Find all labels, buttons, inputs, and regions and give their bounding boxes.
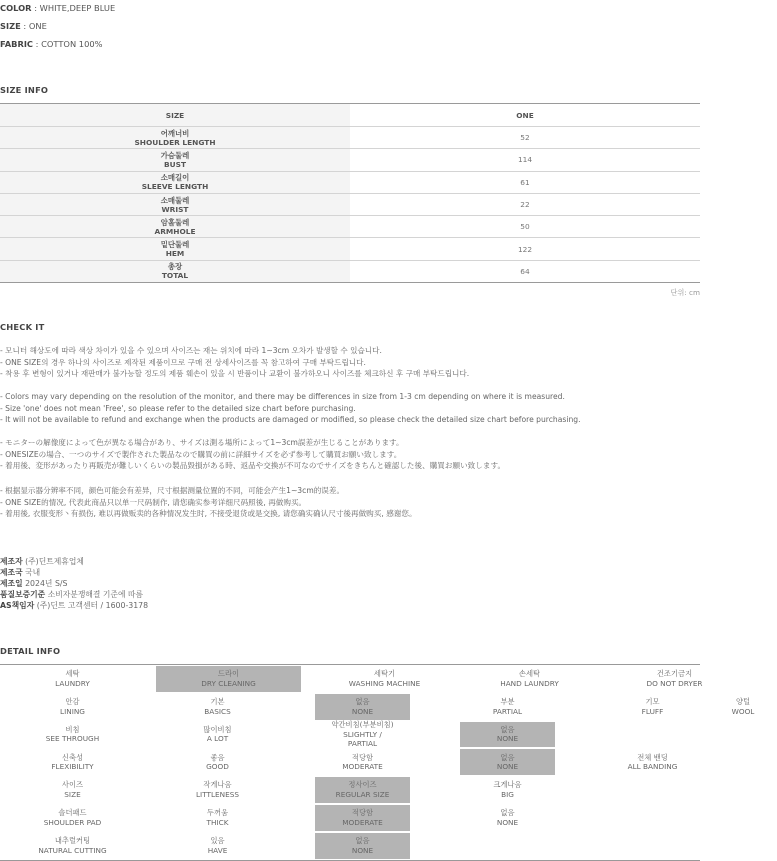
detail-option-selected bbox=[315, 805, 410, 831]
detail-label-kr: 안감 bbox=[65, 697, 80, 707]
detail-option-selected bbox=[315, 833, 410, 859]
notes-ja: - モニターの解像度によって色が異なる場合があり、サイズは測る場所によって1~3cm誤差が生じることがあります。 - ONESIZEの場合、一つのサイズで製作された製品なので購買の前に詳細サイズを必ず参考して購買お願い致します。 - 着用後、変形があったり再販売が難しいくらいの製品毀損がある時、返品や交換が不可なのでサイズをきちんと確認した後、購買お願い致します。 bbox=[0, 438, 506, 471]
table-row bbox=[0, 665, 703, 693]
unit-note: 단위: cm bbox=[670, 288, 700, 297]
detail-label-kr: 있음 bbox=[210, 836, 225, 846]
detail-label-en: FLUFF bbox=[641, 706, 664, 716]
size-header-value: ONE bbox=[350, 104, 700, 127]
maker-row: 제조국 국내 bbox=[0, 568, 41, 577]
detail-label-kr: 양털 bbox=[735, 697, 751, 707]
detail-option bbox=[580, 748, 725, 776]
detail-option bbox=[145, 721, 290, 749]
detail-label-kr: 없음 bbox=[500, 724, 515, 734]
detail-label-en: SIZE bbox=[64, 790, 81, 800]
detail-label-kr: 없음 bbox=[355, 697, 370, 707]
detail-label-en: NONE bbox=[351, 845, 374, 855]
table-row bbox=[0, 693, 755, 721]
table-row: 밑단둘레 HEM 122 bbox=[0, 238, 700, 260]
detail-label-en: BIG bbox=[501, 790, 514, 800]
detail-label-en: SEE THROUGH bbox=[45, 734, 100, 744]
detail-option-selected bbox=[460, 722, 555, 748]
detail-option bbox=[725, 693, 755, 721]
detail-option bbox=[580, 721, 725, 749]
detail-label-kr: 부분 bbox=[500, 697, 515, 707]
detail-label-en: FLEXIBILITY bbox=[51, 762, 94, 772]
detail-label-kr: 많이비침 bbox=[203, 724, 232, 734]
detail-option bbox=[435, 832, 580, 860]
detail-label-kr: 약간비침(부분비침) bbox=[331, 720, 394, 730]
detail-option bbox=[145, 693, 290, 721]
attr-fabric: FABRIC : COTTON 100% bbox=[0, 39, 103, 49]
detail-label-kr: 전체 밴딩 bbox=[637, 752, 668, 762]
detail-option bbox=[290, 721, 435, 749]
detail-option bbox=[435, 693, 580, 721]
detail-label-en: HAVE bbox=[207, 845, 228, 855]
detail-label-en: LINING bbox=[60, 706, 85, 716]
detail-label-en: DRY CLEANING bbox=[201, 678, 256, 688]
detail-option-selected bbox=[315, 777, 410, 803]
check-it-title: CHECK IT bbox=[0, 322, 45, 332]
detail-label-en: NATURAL CUTTING bbox=[38, 845, 107, 855]
detail-category bbox=[0, 748, 145, 776]
detail-label-en: SLIGHTLY / bbox=[343, 729, 382, 739]
detail-label-kr: 내추럴커팅 bbox=[54, 836, 91, 846]
detail-category bbox=[0, 804, 145, 832]
detail-label-kr: 건조기금지 bbox=[656, 669, 693, 679]
detail-option bbox=[435, 776, 580, 804]
attr-size: SIZE : ONE bbox=[0, 21, 47, 31]
detail-option bbox=[457, 665, 602, 693]
detail-label-en: MODERATE bbox=[342, 817, 383, 827]
detail-label-kr: 없음 bbox=[500, 808, 515, 818]
attr-color: COLOR : WHITE,DEEP BLUE bbox=[0, 3, 116, 13]
detail-label-en: THICK bbox=[206, 817, 229, 827]
detail-option bbox=[725, 776, 755, 804]
detail-label-kr: 두꺼움 bbox=[206, 808, 229, 818]
maker-row: 품질보증기준 소비자분쟁해결 기준에 따름 bbox=[0, 590, 144, 599]
detail-option bbox=[580, 693, 725, 721]
table-row bbox=[0, 832, 700, 860]
detail-label-en: LAUNDRY bbox=[55, 678, 90, 688]
maker-info bbox=[0, 556, 148, 611]
table-row: 소매둘레 WRIST 22 bbox=[0, 193, 700, 215]
detail-option bbox=[747, 665, 777, 693]
detail-option bbox=[725, 748, 755, 776]
detail-label-en: MODERATE bbox=[342, 762, 383, 772]
detail-label-en: SHOULDER PAD bbox=[43, 817, 102, 827]
notes-zh: - 根据显示器分辨率不同，颜色可能会有差异，尺寸根据测量位置的不同，可能会产生1~3cm的误差。 - ONE SIZE的情况, 代表此商品只以单一尺码制作, 请您确实参考详细尺码照後, 再做购买。 - 着用後, 衣服变形丶有损伤, 难以再做贩卖的各种情况发生时, 不接受退货或是交换, 请您确实确认尺寸後再做购买, 感谢您。 bbox=[0, 486, 417, 519]
notes-ko: - 모니터 해상도에 따라 색상 차이가 있을 수 있으며 사이즈는 재는 위치에 따라 1~3cm 오차가 발생할 수 있습니다. - ONE SIZE의 경우 하나의 사이즈로 제작된 제품이므로 구매 전 상세사이즈를 꼭 참고하여 구매 부탁드립니다. - 착용 후 변형이 있거나 재판매가 불가능할 정도의 제품 훼손이 있을 시 반품이나 교환이 불가하오니 사이즈를 체크하신 후 구매 부탁드립니다. bbox=[0, 346, 470, 379]
detail-option bbox=[145, 776, 290, 804]
detail-category bbox=[0, 693, 145, 721]
detail-label-en: GOOD bbox=[206, 762, 229, 772]
detail-label-en: WASHING MACHINE bbox=[348, 678, 421, 688]
detail-label-kr: 적당함 bbox=[351, 752, 374, 762]
detail-option-selected bbox=[315, 694, 410, 720]
table-row: 소매길이 SLEEVE LENGTH 61 bbox=[0, 171, 700, 193]
detail-option bbox=[725, 804, 755, 832]
size-table bbox=[0, 103, 700, 283]
notes-en: - Colors may vary depending on the resolution of the monitor, and there may be differences in size from 1-3 cm depending on where it is measured. - Size 'one' does not mean 'Free', so please refer to the detailed size chart before purchasing. - It will not be available to refund and exchange when the products are damaged or modified, so please check the detailed size chart before purchasing. bbox=[0, 392, 581, 425]
detail-option bbox=[725, 721, 755, 749]
table-row bbox=[0, 748, 700, 776]
size-info-title: SIZE INFO bbox=[0, 85, 49, 95]
detail-label-kr: 신축성 bbox=[61, 752, 84, 762]
detail-option-selected bbox=[156, 666, 301, 692]
detail-label-en: NONE bbox=[496, 817, 519, 827]
detail-label-en: PARTIAL bbox=[347, 739, 378, 749]
detail-option bbox=[580, 776, 725, 804]
detail-label-en: ALL BANDING bbox=[627, 762, 678, 772]
table-row bbox=[0, 776, 700, 804]
detail-label-en: NONE bbox=[496, 762, 519, 772]
size-header-label: SIZE bbox=[0, 104, 350, 127]
detail-option bbox=[145, 748, 290, 776]
detail-label-kr: 숄더패드 bbox=[58, 808, 87, 818]
detail-label-kr: 적당함 bbox=[351, 808, 374, 818]
detail-option-selected bbox=[460, 749, 555, 775]
detail-label-kr: 없음 bbox=[355, 836, 370, 846]
detail-label-en: NONE bbox=[351, 706, 374, 716]
detail-option bbox=[145, 832, 290, 860]
table-row: 가슴둘레 BUST 114 bbox=[0, 149, 700, 171]
detail-option bbox=[435, 804, 580, 832]
detail-label-en: A LOT bbox=[206, 734, 229, 744]
detail-label-kr: 사이즈 bbox=[61, 780, 84, 790]
detail-label-kr: 정사이즈 bbox=[348, 780, 377, 790]
detail-label-kr: 세탁기 bbox=[373, 669, 396, 679]
detail-label-en: DO NOT DRYER bbox=[646, 678, 703, 688]
table-row: 어깨너비 SHOULDER LENGTH 52 bbox=[0, 127, 700, 149]
detail-category bbox=[0, 721, 145, 749]
detail-option bbox=[290, 748, 435, 776]
detail-option bbox=[580, 804, 725, 832]
detail-label-en: PARTIAL bbox=[492, 706, 523, 716]
table-row bbox=[0, 721, 700, 749]
detail-label-kr: 좋음 bbox=[210, 752, 225, 762]
detail-label-kr: 드라이 bbox=[217, 669, 240, 679]
maker-row: 제조자 (주)딘트제휴업체 bbox=[0, 557, 84, 566]
detail-category bbox=[0, 665, 145, 693]
table-row bbox=[0, 804, 700, 832]
detail-label-kr: 크게나옴 bbox=[493, 780, 522, 790]
detail-label-kr: 작게나옴 bbox=[203, 780, 232, 790]
table-row: 총장 TOTAL 64 bbox=[0, 260, 700, 282]
table-row: 암홀둘레 ARMHOLE 50 bbox=[0, 216, 700, 238]
detail-label-kr: 비침 bbox=[65, 724, 80, 734]
detail-option bbox=[602, 665, 747, 693]
detail-label-en: WOOL bbox=[731, 706, 755, 716]
detail-label-en: NONE bbox=[496, 734, 519, 744]
detail-option bbox=[580, 832, 725, 860]
detail-option bbox=[725, 832, 755, 860]
detail-label-kr: 손세탁 bbox=[518, 669, 541, 679]
detail-category bbox=[0, 832, 145, 860]
detail-option bbox=[145, 804, 290, 832]
detail-label-kr: 기모 bbox=[645, 697, 660, 707]
maker-row: AS책임자 (주)딘트 고객센터 / 1600-3178 bbox=[0, 601, 149, 610]
detail-option bbox=[312, 665, 457, 693]
detail-table bbox=[0, 664, 755, 861]
detail-info-title: DETAIL INFO bbox=[0, 646, 61, 656]
detail-label-en: HAND LAUNDRY bbox=[500, 678, 559, 688]
detail-label-kr: 없음 bbox=[500, 752, 515, 762]
detail-label-en: LITTLENESS bbox=[195, 790, 239, 800]
detail-label-en: REGULAR SIZE bbox=[335, 790, 390, 800]
detail-category bbox=[0, 776, 145, 804]
detail-label-kr: 기본 bbox=[210, 697, 225, 707]
detail-label-kr: 세탁 bbox=[65, 669, 80, 679]
maker-row: 제조일 2024년 S/S bbox=[0, 579, 68, 588]
detail-label-en: BASICS bbox=[204, 706, 231, 716]
